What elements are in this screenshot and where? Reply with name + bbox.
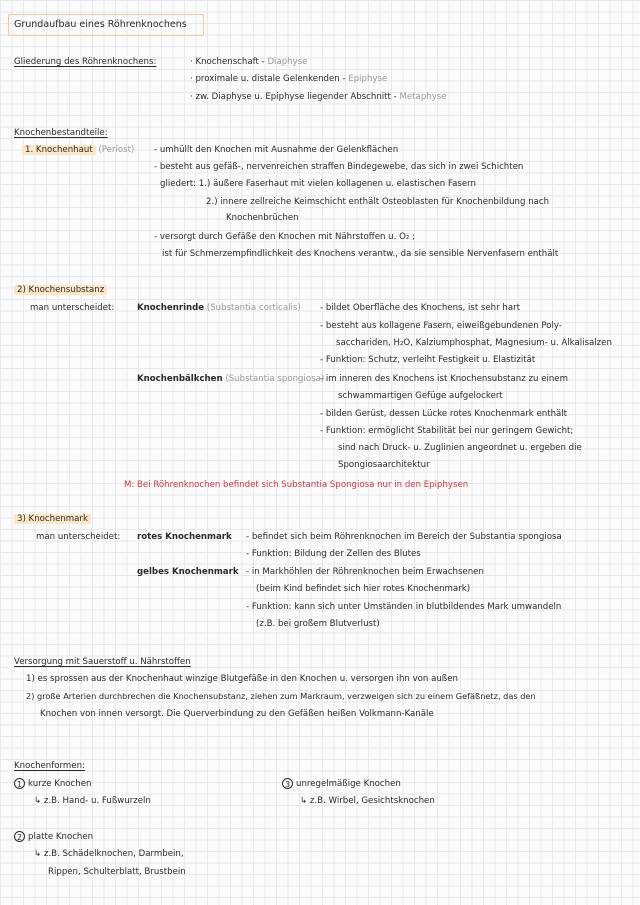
baelkchen-line: - bilden Gerüst, dessen Lücke rotes Knochenmark enthält xyxy=(320,409,568,419)
page-title: Grundaufbau eines Röhrenknochens xyxy=(14,19,187,30)
knochenhaut-line: 2.) innere zellreiche Keimschicht enthält Osteoblasten für Knochenbildung nach xyxy=(206,197,550,207)
baelkchen-line: sind nach Druck- u. Zuglinien angeordnet u. ergeben die xyxy=(338,443,582,453)
gliederung-item: · zw. Diaphyse u. Epiphyse liegender Abschnitt - Metaphyse xyxy=(190,92,447,102)
versorgung-line: Knochen von innen versorgt. Die Querverbindung zu den Gefäßen heißen Volkmann-Kanäle xyxy=(40,709,434,719)
form-platt-example: ↳ z.B. Schädelknochen, Darmbein, xyxy=(34,849,184,859)
rinde-line: sacchariden, H₂O, Kalziumphosphat, Magnesium- u. Alkalisalzen xyxy=(336,338,612,348)
versorgung-line: 1) es sprossen aus der Knochenhaut winzige Blutgefäße in den Knochen u. versorgen ihn von außen xyxy=(26,674,458,684)
bestandteile-heading: Knochenbestandteile: xyxy=(14,128,108,138)
form-platt-example: Rippen, Schulterblatt, Brustbein xyxy=(48,867,186,877)
formen-heading: Knochenformen: xyxy=(14,761,85,771)
knochenhaut-line: - umhüllt den Knochen mit Ausnahme der Gelenkflächen xyxy=(154,145,399,155)
knochenhaut-line: - besteht aus gefäß-, nervenreichen straffen Bindegewebe, das sich in zwei Schichten xyxy=(154,162,524,172)
circle-number: 2 xyxy=(14,831,25,842)
rotes-label: rotes Knochenmark xyxy=(137,532,232,542)
rinde-line: - Funktion: Schutz, verleiht Festigkeit u. Elastizität xyxy=(320,355,536,365)
baelkchen-line: schwammartigen Gefüge aufgelockert xyxy=(338,391,503,401)
knochenhaut-line: Knochenbrüchen xyxy=(226,213,299,223)
form-unregel-example: ↳ z.B. Wirbel, Gesichtsknochen xyxy=(300,796,435,806)
knochenhaut-label: 1. Knochenhaut (Periost) xyxy=(22,145,134,156)
rinde-line: - bildet Oberfläche des Knochens, ist sehr hart xyxy=(320,303,521,313)
circle-number: 1 xyxy=(14,778,25,789)
gelbes-line: (beim Kind befindet sich hier rotes Knochenmark) xyxy=(256,584,471,594)
circle-number: 3 xyxy=(282,778,293,789)
baelkchen-label: Knochenbälkchen (Substantia spongiosa) xyxy=(137,374,325,384)
knochenhaut-line: gliedert: 1.) äußere Faserhaut mit vielen kollagenen u. elastischen Fasern xyxy=(160,179,476,189)
baelkchen-line: - im inneren des Knochens ist Knochensubstanz zu einem xyxy=(320,374,568,384)
gelbes-line: (z.B. bei großem Blutverlust) xyxy=(256,619,380,629)
rinde-label: Knochenrinde (Substantia corticalis) xyxy=(137,303,301,313)
rotes-line: - Funktion: Bildung der Zellen des Blutes xyxy=(246,549,421,559)
versorgung-line: 2) große Arterien durchbrechen die Knochensubstanz, ziehen zum Markraum, verzweigen sich zu einem Gefäßnetz, das den xyxy=(26,691,536,701)
gelbes-label: gelbes Knochenmark xyxy=(137,567,239,577)
gelbes-line: - Funktion: kann sich unter Umständen in blutbildendes Mark umwandeln xyxy=(246,602,562,612)
substanz-intro: man unterscheidet: xyxy=(30,303,115,313)
gelbes-line: - in Markhöhlen der Röhrenknochen beim Erwachsenen xyxy=(246,567,484,577)
baelkchen-line: Spongiosaarchitektur xyxy=(338,460,430,470)
mark-heading: 3) Knochenmark xyxy=(14,514,91,525)
mark-intro: man unterscheidet: xyxy=(36,532,121,542)
form-unregel: 3 unregelmäßige Knochen xyxy=(282,778,401,790)
gliederung-item: · proximale u. distale Gelenkenden - Epiphyse xyxy=(190,74,388,84)
form-kurz: 1 kurze Knochen xyxy=(14,778,91,790)
gliederung-item: · Knochenschaft - Diaphyse xyxy=(190,57,308,67)
knochenhaut-line: - versorgt durch Gefäße den Knochen mit Nährstoffen u. O₂ ; xyxy=(154,232,415,242)
form-kurz-example: ↳ z.B. Hand- u. Fußwurzeln xyxy=(34,796,151,806)
form-platt: 2 platte Knochen xyxy=(14,831,93,843)
substanz-heading: 2) Knochensubstanz xyxy=(14,285,107,296)
gliederung-label: Gliederung des Röhrenknochens: xyxy=(14,57,157,67)
baelkchen-line: - Funktion: ermöglicht Stabilität bei nur geringem Gewicht; xyxy=(320,426,574,436)
merke-note: M: Bei Röhrenknochen befindet sich Substantia Spongiosa nur in den Epiphysen xyxy=(124,480,469,490)
knochenhaut-line: ist für Schmerzempfindlichkeit des Knochens verantw., da sie sensible Nervenfasern enthält xyxy=(162,249,559,259)
versorgung-heading: Versorgung mit Sauerstoff u. Nährstoffen xyxy=(14,657,191,667)
rinde-line: - besteht aus kollagene Fasern, eiweißgebundenen Poly- xyxy=(320,321,562,331)
rotes-line: - befindet sich beim Röhrenknochen im Bereich der Substantia spongiosa xyxy=(246,532,562,542)
